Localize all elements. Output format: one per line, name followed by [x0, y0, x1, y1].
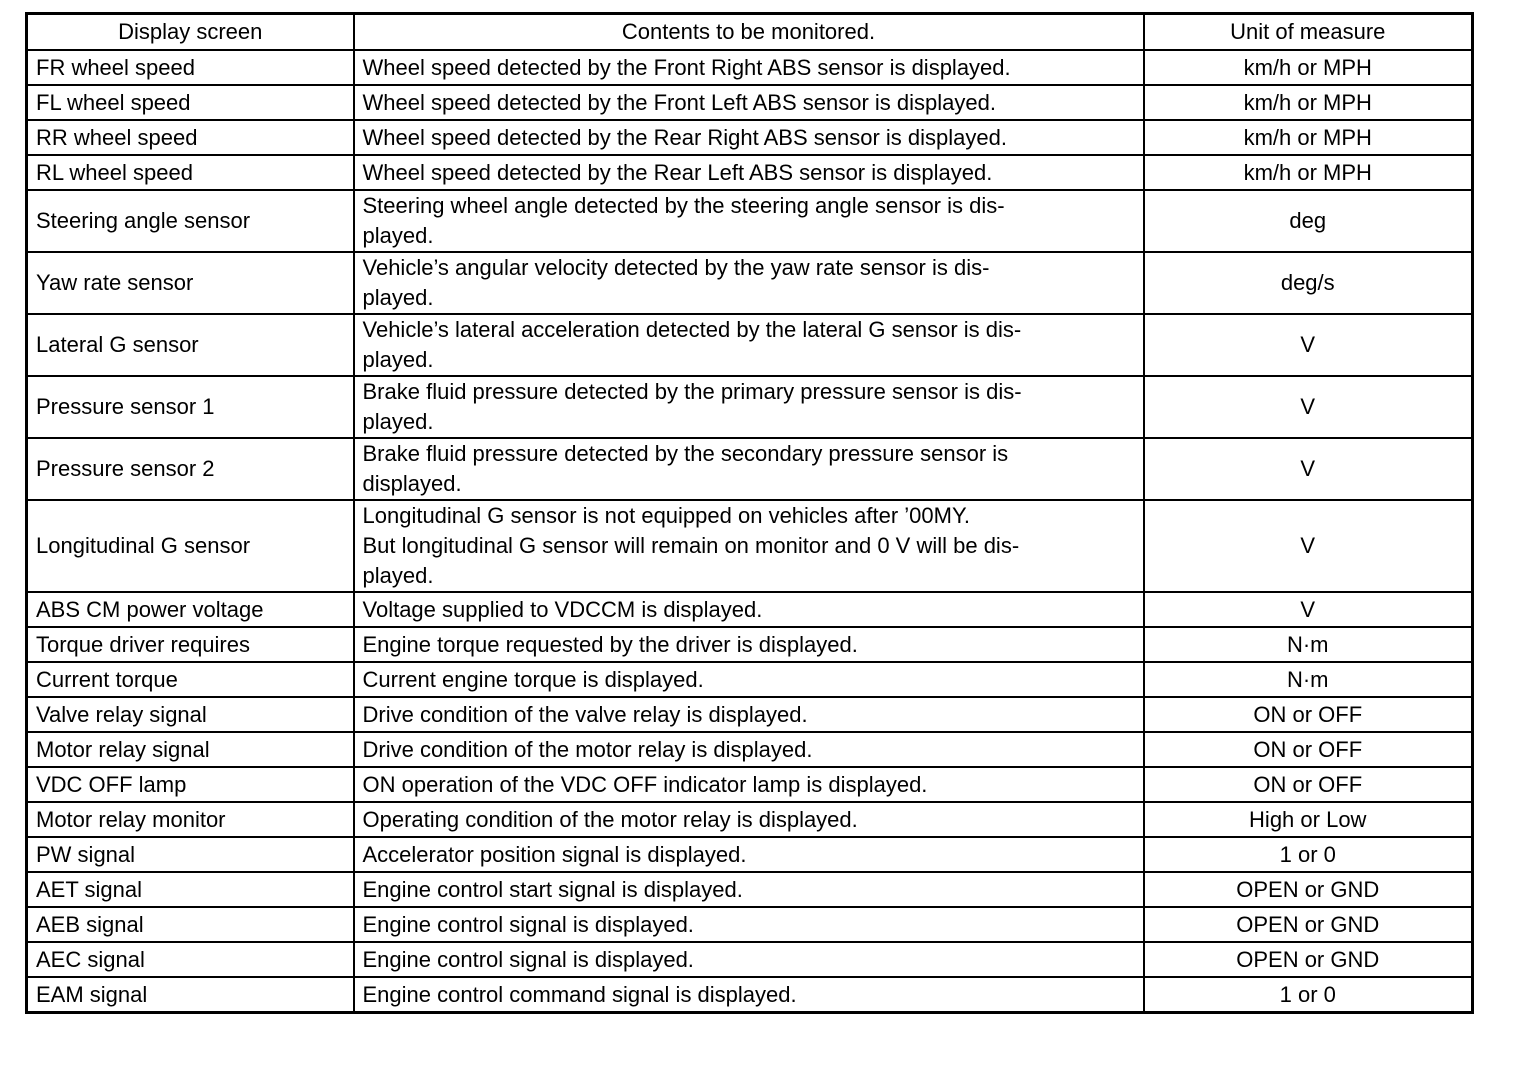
- cell-display-screen: FL wheel speed: [27, 85, 354, 120]
- contents-line: Engine control start signal is displayed.: [362, 876, 743, 902]
- cell-display-screen: Yaw rate sensor: [27, 252, 354, 314]
- cell-contents-monitored: [354, 837, 1144, 872]
- header-display-screen: Display screen: [27, 14, 354, 51]
- contents-line: Operating condition of the motor relay is displayed.: [362, 806, 858, 832]
- table-row: [27, 837, 1473, 872]
- cell-display-screen: RR wheel speed: [27, 120, 354, 155]
- cell-display-screen: Lateral G sensor: [27, 314, 354, 376]
- cell-contents-monitored: [354, 732, 1144, 767]
- contents-line: played.: [362, 285, 434, 310]
- table-row: [27, 942, 1473, 977]
- table-row: [27, 500, 1473, 592]
- table-row: [27, 190, 1473, 252]
- cell-display-screen: Current torque: [27, 662, 354, 697]
- cell-display-screen: FR wheel speed: [27, 50, 354, 85]
- cell-contents-monitored: [354, 872, 1144, 907]
- contents-line: played.: [362, 347, 434, 372]
- cell-unit-of-measure: High or Low: [1144, 802, 1473, 837]
- monitor-items-table: [25, 12, 1474, 1014]
- cell-display-screen: Motor relay monitor: [27, 802, 354, 837]
- contents-line: Wheel speed detected by the Front Right ABS sensor is displayed.: [362, 54, 1011, 80]
- cell-unit-of-measure: km/h or MPH: [1144, 155, 1473, 190]
- table-row: [27, 438, 1473, 500]
- table-row: [27, 592, 1473, 627]
- cell-display-screen: PW signal: [27, 837, 354, 872]
- cell-unit-of-measure: V: [1144, 376, 1473, 438]
- cell-contents-monitored: [354, 500, 1144, 592]
- cell-contents-monitored: [354, 438, 1144, 500]
- table-row: [27, 872, 1473, 907]
- cell-contents-monitored: [354, 376, 1144, 438]
- table-row: [27, 977, 1473, 1013]
- contents-line: Vehicle’s angular velocity detected by the yaw rate sensor is dis-: [362, 255, 990, 280]
- cell-unit-of-measure: 1 or 0: [1144, 837, 1473, 872]
- table-row: [27, 376, 1473, 438]
- cell-display-screen: Pressure sensor 1: [27, 376, 354, 438]
- table-row: [27, 252, 1473, 314]
- cell-contents-monitored: [354, 802, 1144, 837]
- cell-unit-of-measure: ON or OFF: [1144, 732, 1473, 767]
- header-contents-monitored: Contents to be monitored.: [354, 14, 1144, 51]
- contents-line: Engine control signal is displayed.: [362, 911, 694, 937]
- cell-unit-of-measure: deg: [1144, 190, 1473, 252]
- contents-line: Brake fluid pressure detected by the primary pressure sensor is dis-: [362, 379, 1022, 404]
- cell-display-screen: AEB signal: [27, 907, 354, 942]
- table-row: [27, 314, 1473, 376]
- cell-display-screen: Pressure sensor 2: [27, 438, 354, 500]
- contents-line: But longitudinal G sensor will remain on monitor and 0 V will be dis-: [362, 533, 1020, 558]
- cell-display-screen: Motor relay signal: [27, 732, 354, 767]
- cell-display-screen: Valve relay signal: [27, 697, 354, 732]
- contents-line: Wheel speed detected by the Rear Left ABS sensor is displayed.: [362, 159, 993, 185]
- contents-line: played.: [362, 223, 434, 248]
- table-row: [27, 85, 1473, 120]
- cell-unit-of-measure: 1 or 0: [1144, 977, 1473, 1013]
- contents-line: Wheel speed detected by the Front Left ABS sensor is displayed.: [362, 89, 996, 115]
- table-row: [27, 120, 1473, 155]
- cell-unit-of-measure: ON or OFF: [1144, 697, 1473, 732]
- contents-line: Accelerator position signal is displayed.: [362, 841, 747, 867]
- header-unit-of-measure: Unit of measure: [1144, 14, 1473, 51]
- contents-line: played.: [362, 409, 434, 434]
- contents-line: Drive condition of the motor relay is displayed.: [362, 736, 813, 762]
- cell-contents-monitored: [354, 50, 1144, 85]
- cell-unit-of-measure: OPEN or GND: [1144, 942, 1473, 977]
- cell-unit-of-measure: N·m: [1144, 662, 1473, 697]
- cell-contents-monitored: [354, 252, 1144, 314]
- cell-contents-monitored: [354, 314, 1144, 376]
- cell-display-screen: Steering angle sensor: [27, 190, 354, 252]
- contents-line: Steering wheel angle detected by the steering angle sensor is dis-: [362, 193, 1005, 218]
- cell-unit-of-measure: V: [1144, 438, 1473, 500]
- cell-contents-monitored: [354, 592, 1144, 627]
- contents-line: Engine torque requested by the driver is displayed.: [362, 631, 858, 657]
- cell-unit-of-measure: km/h or MPH: [1144, 120, 1473, 155]
- cell-display-screen: AET signal: [27, 872, 354, 907]
- cell-contents-monitored: [354, 907, 1144, 942]
- cell-display-screen: Longitudinal G sensor: [27, 500, 354, 592]
- cell-contents-monitored: [354, 155, 1144, 190]
- cell-contents-monitored: [354, 85, 1144, 120]
- cell-unit-of-measure: km/h or MPH: [1144, 85, 1473, 120]
- cell-display-screen: Torque driver requires: [27, 627, 354, 662]
- contents-line: Drive condition of the valve relay is displayed.: [362, 701, 808, 727]
- cell-display-screen: EAM signal: [27, 977, 354, 1013]
- cell-unit-of-measure: OPEN or GND: [1144, 907, 1473, 942]
- cell-contents-monitored: [354, 627, 1144, 662]
- table-header-row: [27, 14, 1473, 51]
- contents-line: Longitudinal G sensor is not equipped on vehicles after ’00MY.: [362, 503, 970, 528]
- contents-line: Voltage supplied to VDCCM is displayed.: [362, 596, 763, 622]
- cell-display-screen: ABS CM power voltage: [27, 592, 354, 627]
- cell-unit-of-measure: N·m: [1144, 627, 1473, 662]
- table-row: [27, 662, 1473, 697]
- cell-contents-monitored: [354, 942, 1144, 977]
- cell-contents-monitored: [354, 120, 1144, 155]
- contents-line: ON operation of the VDC OFF indicator lamp is displayed.: [362, 771, 928, 797]
- contents-line: Engine control signal is displayed.: [362, 946, 694, 972]
- cell-contents-monitored: [354, 662, 1144, 697]
- cell-unit-of-measure: V: [1144, 314, 1473, 376]
- cell-unit-of-measure: ON or OFF: [1144, 767, 1473, 802]
- cell-contents-monitored: [354, 190, 1144, 252]
- contents-line: Wheel speed detected by the Rear Right ABS sensor is displayed.: [362, 124, 1007, 150]
- table-row: [27, 697, 1473, 732]
- cell-unit-of-measure: V: [1144, 592, 1473, 627]
- table-row: [27, 767, 1473, 802]
- contents-line: displayed.: [362, 471, 462, 496]
- cell-unit-of-measure: V: [1144, 500, 1473, 592]
- table-row: [27, 155, 1473, 190]
- cell-contents-monitored: [354, 977, 1144, 1013]
- table-row: [27, 907, 1473, 942]
- cell-unit-of-measure: km/h or MPH: [1144, 50, 1473, 85]
- contents-line: Vehicle’s lateral acceleration detected by the lateral G sensor is dis-: [362, 317, 1022, 342]
- cell-contents-monitored: [354, 697, 1144, 732]
- table-row: [27, 627, 1473, 662]
- cell-display-screen: RL wheel speed: [27, 155, 354, 190]
- cell-unit-of-measure: deg/s: [1144, 252, 1473, 314]
- cell-unit-of-measure: OPEN or GND: [1144, 872, 1473, 907]
- table-row: [27, 802, 1473, 837]
- contents-line: Current engine torque is displayed.: [362, 666, 704, 692]
- cell-contents-monitored: [354, 767, 1144, 802]
- contents-line: played.: [362, 563, 434, 588]
- cell-display-screen: VDC OFF lamp: [27, 767, 354, 802]
- cell-display-screen: AEC signal: [27, 942, 354, 977]
- table-body: [27, 50, 1473, 1013]
- contents-line: Engine control command signal is displayed.: [362, 981, 797, 1007]
- table-row: [27, 50, 1473, 85]
- contents-line: Brake fluid pressure detected by the secondary pressure sensor is: [362, 441, 1009, 466]
- table-row: [27, 732, 1473, 767]
